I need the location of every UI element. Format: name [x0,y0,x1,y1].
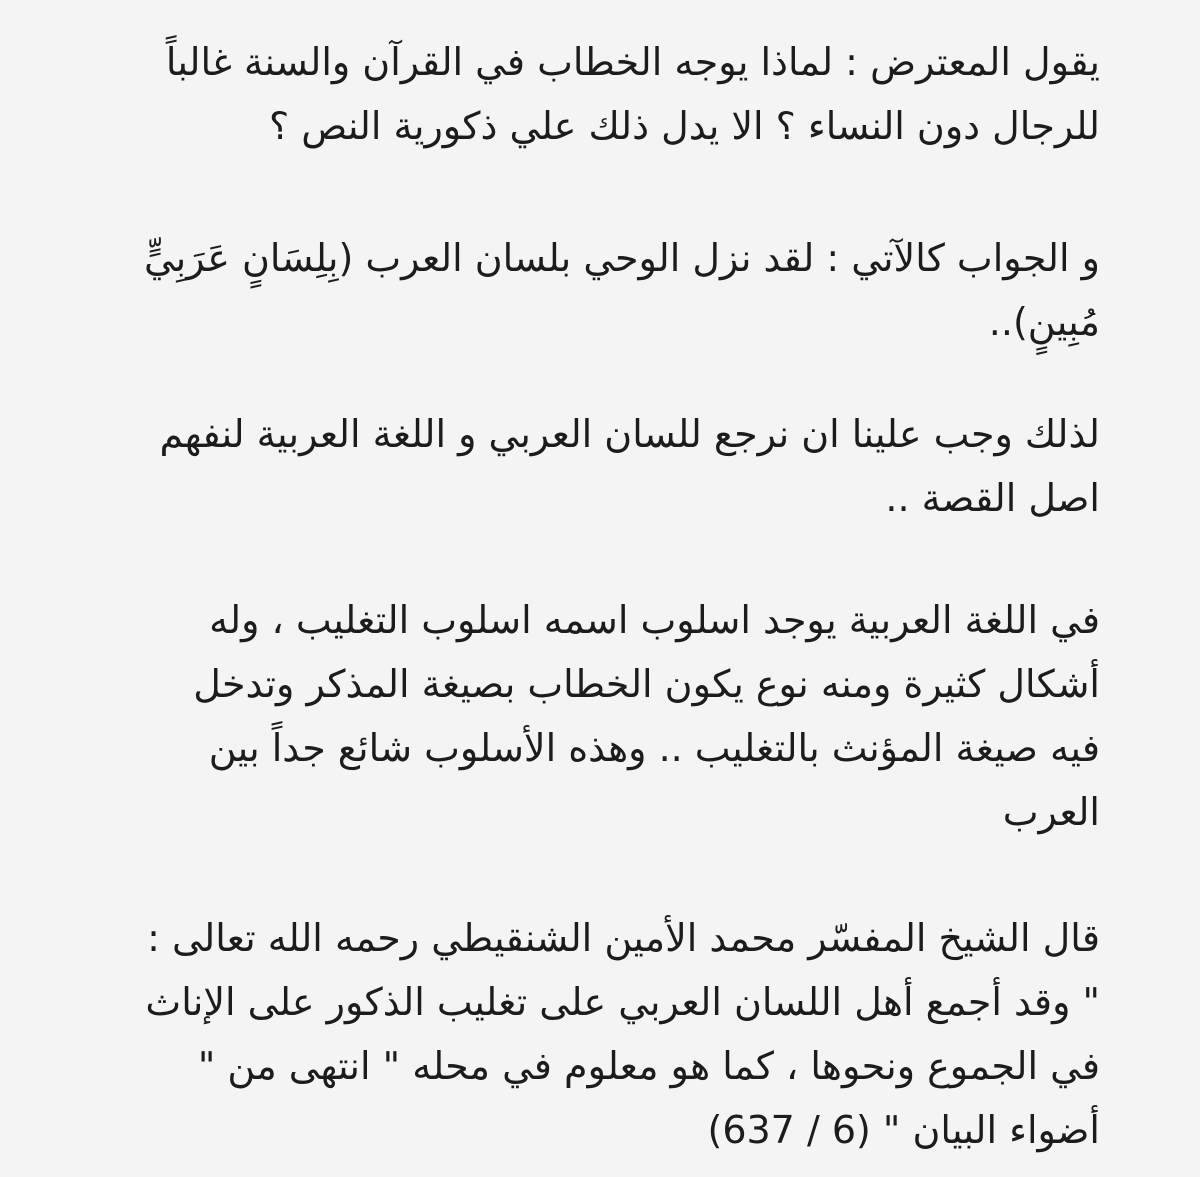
paragraph-return-to-language [100,402,1100,530]
text-line: و الجواب كالآتي : لقد نزل الوحي بلسان العرب (بِلِسَانٍ عَرَبِيٍّ [144,236,1100,280]
text-line: فيه صيغة المؤنث بالتغليب .. وهذه الأسلوب شائع جداً بين [208,726,1100,770]
text-line: في الجموع ونحوها ، كما هو معلوم في محله " انتهى من " [197,1044,1100,1088]
text-line: أضواء البيان " (6 / 637) [707,1108,1100,1152]
paragraph-quote [100,906,1100,1162]
text-line: اصل القصة .. [885,476,1100,520]
text-line: العرب [1002,790,1100,834]
text-line: يقول المعترض : لماذا يوجه الخطاب في القرآن والسنة غالباً [165,40,1100,84]
text-line: أشكال كثيرة ومنه نوع يكون الخطاب بصيغة المذكر وتدخل [193,662,1100,706]
paragraph-taghlib-style [100,588,1100,844]
text-line: في اللغة العربية يوجد اسلوب اسمه اسلوب التغليب ، وله [209,598,1100,642]
text-line: قال الشيخ المفسّر محمد الأمين الشنقيطي رحمه الله تعالى : [147,916,1100,960]
text-line: لذلك وجب علينا ان نرجع للسان العربي و اللغة العربية لنفهم [159,412,1100,456]
text-line: للرجال دون النساء ؟ الا يدل ذلك علي ذكورية النص ؟ [269,104,1100,148]
text-line: مُبِينٍ).. [988,300,1100,344]
paragraph-answer [100,226,1100,354]
text-line: " وقد أجمع أهل اللسان العربي على تغليب الذكور على الإناث [145,980,1100,1024]
paragraph-objection [100,30,1100,158]
